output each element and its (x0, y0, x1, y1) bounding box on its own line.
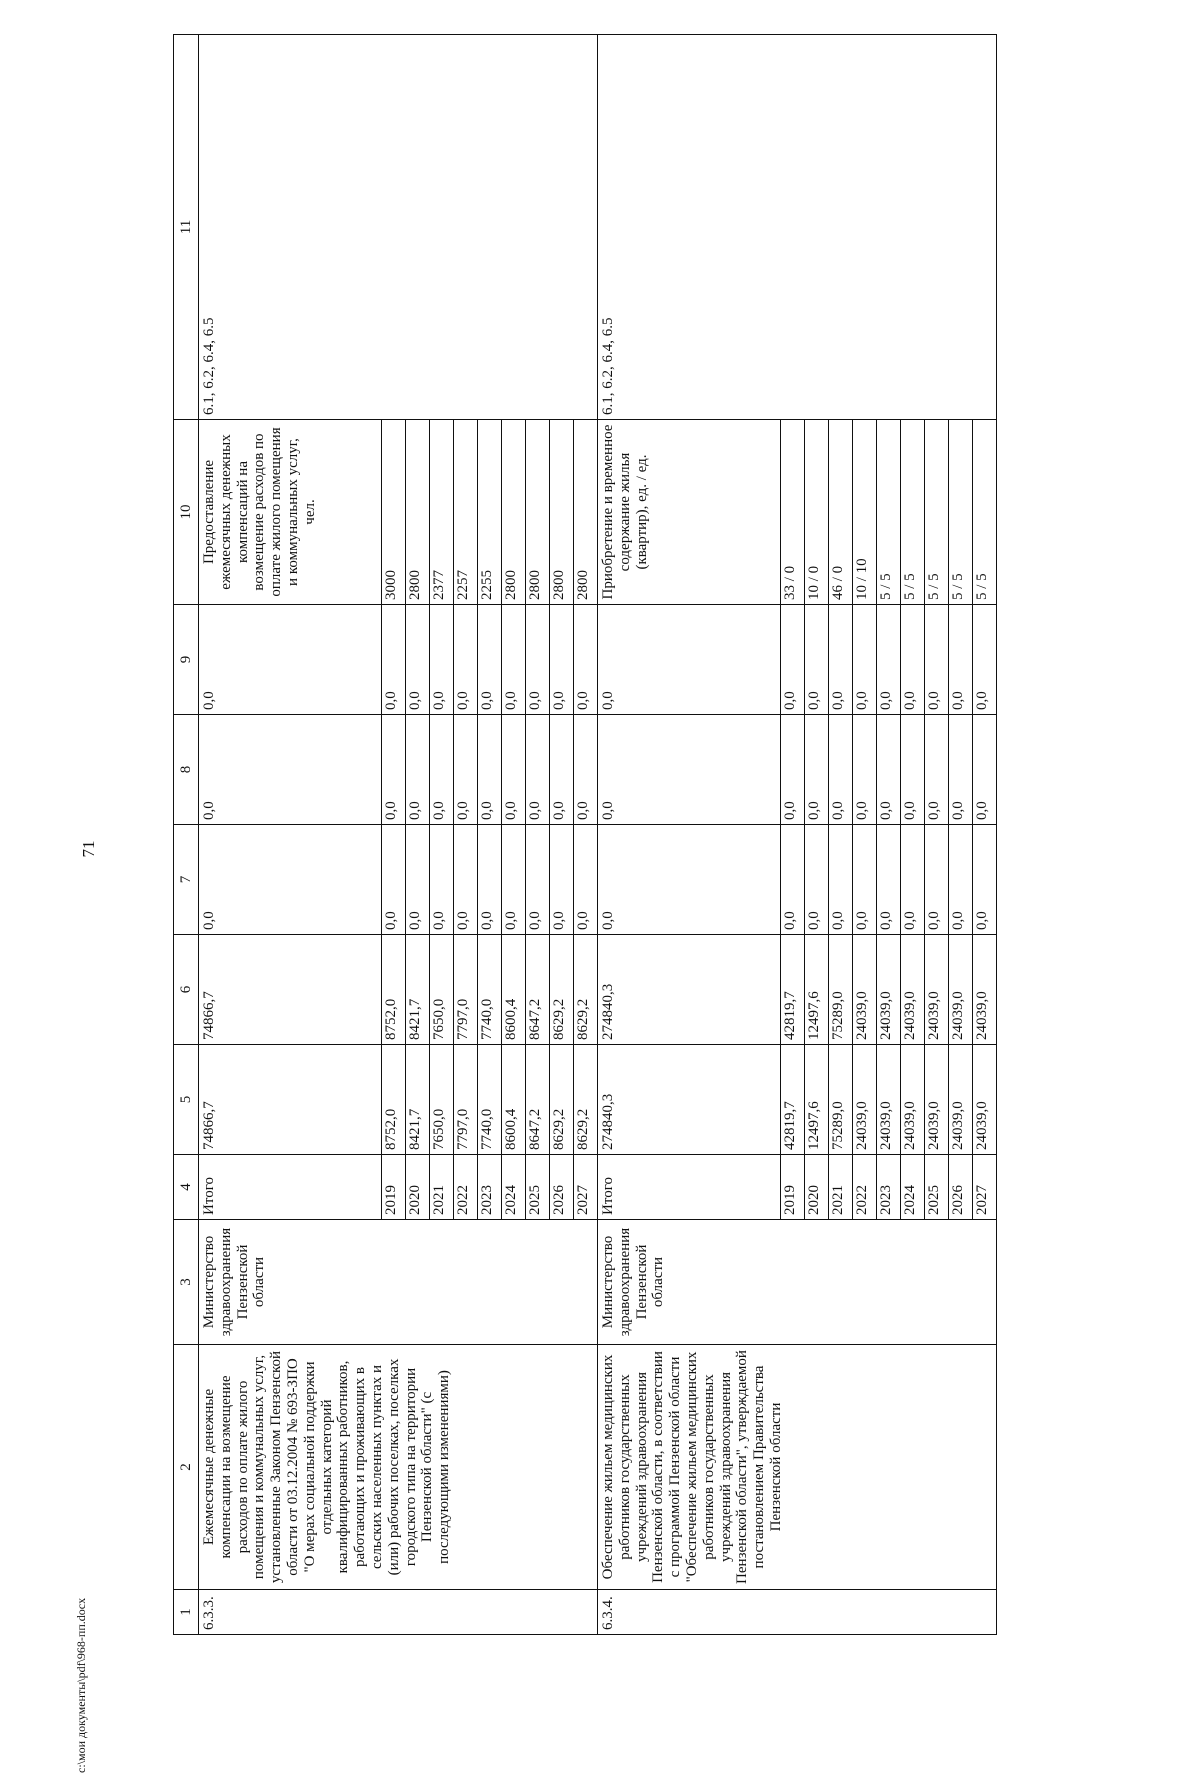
year-amount: 0,0 (429, 825, 453, 934)
year-amount: 0,0 (381, 605, 405, 714)
indicator-value: 2257 (453, 420, 477, 604)
indicator-value: 2800 (405, 420, 429, 604)
total-amount: 0,0 (201, 801, 217, 820)
year-amount: 24039,0 (924, 1045, 948, 1154)
indicator-value: 5 / 5 (948, 420, 972, 604)
total-amount: 0,0 (201, 911, 217, 930)
year-amount: 0,0 (501, 715, 525, 824)
year-amount: 0,0 (453, 825, 477, 934)
table-rotated-frame (173, 35, 1098, 1635)
period-stack (598, 1155, 996, 1219)
indicator-value: 5 / 5 (900, 420, 924, 604)
amount-cell-c6 (199, 935, 598, 1045)
amount-stack (598, 605, 996, 714)
indicator-value: 33 / 0 (780, 420, 804, 604)
year-label: 2026 (549, 1155, 573, 1219)
year-amount: 0,0 (573, 825, 597, 934)
year-amount: 24039,0 (972, 935, 996, 1044)
indicator-value: 46 / 0 (828, 420, 852, 604)
year-amount: 0,0 (525, 605, 549, 714)
year-amount: 0,0 (828, 605, 852, 714)
year-amount: 0,0 (549, 715, 573, 824)
year-amount: 0,0 (501, 605, 525, 714)
year-amount: 8421,7 (405, 935, 429, 1044)
indicator-value: 3000 (381, 420, 405, 604)
column-number-cell: 3 (174, 1220, 199, 1345)
year-amount: 0,0 (573, 715, 597, 824)
indicator-value: 10 / 10 (852, 420, 876, 604)
amount-cell-c5 (598, 1045, 997, 1155)
year-amount: 0,0 (924, 605, 948, 714)
year-label: 2022 (453, 1155, 477, 1219)
year-amount: 0,0 (876, 825, 900, 934)
year-amount: 24039,0 (948, 935, 972, 1044)
indicator-value: 2800 (501, 420, 525, 604)
year-amount: 0,0 (876, 605, 900, 714)
task-reference-cell: 6.1, 6.2, 6.4, 6.5 (199, 35, 598, 420)
year-amount: 0,0 (852, 715, 876, 824)
total-amount: 0,0 (201, 691, 217, 710)
activity-description-cell: Ежемесячные денежные компенсации на возмещение расходов по оплате жилого помещения и коммунальных услуг, установленные Законом Пензенской области от 03.12.2004 № 693-ЗПО "О мерах социальной поддержки отдельных категорий квалифицированных работников, работающих и проживающих в сельских населенных пунктах и (или) рабочих поселках, поселках городского типа на территории Пензенской области" (с последующими изменениями) (199, 1345, 598, 1590)
year-amount: 24039,0 (852, 935, 876, 1044)
indicator-value: 2255 (477, 420, 501, 604)
amount-cell-c6 (598, 935, 997, 1045)
year-amount: 24039,0 (924, 935, 948, 1044)
amount-stack (199, 715, 597, 824)
column-number-row (174, 35, 199, 1635)
year-amount: 0,0 (924, 715, 948, 824)
year-label: 2021 (429, 1155, 453, 1219)
amount-stack (199, 605, 597, 714)
year-label: 2019 (780, 1155, 804, 1219)
column-number-cell: 2 (174, 1345, 199, 1590)
executor-cell: Министерство здравоохранения Пензенской области (598, 1220, 997, 1345)
indicator-text: Предоставление ежемесячных денежных компенсаций на возмещение расходов по оплате жилого помещения и коммунальных услуг, чел. (201, 427, 318, 597)
activity-description-cell: Обеспечение жильем медицинских работников государственных учреждений здравоохранения Пензенской области, в соответствии с программой Пензенской области "Обеспечение жильем медицинских работников государственных учреждений здравоохранения Пензенской области", утверждаемой постановлением Правительства Пензенской области (598, 1345, 997, 1590)
year-amount: 12497,6 (804, 1045, 828, 1154)
year-amount: 0,0 (405, 825, 429, 934)
year-amount: 24039,0 (876, 935, 900, 1044)
amount-stack (598, 1045, 996, 1154)
year-amount: 8752,0 (381, 1045, 405, 1154)
year-amount: 0,0 (549, 825, 573, 934)
year-amount: 0,0 (477, 715, 501, 824)
year-amount: 0,0 (780, 605, 804, 714)
year-amount: 0,0 (525, 825, 549, 934)
period-stack (199, 1155, 597, 1219)
column-number-cell: 4 (174, 1155, 199, 1220)
indicator-stack (598, 420, 996, 604)
indicator-stack (199, 420, 597, 604)
column-number-cell: 5 (174, 1045, 199, 1155)
amount-stack (598, 825, 996, 934)
year-amount: 0,0 (477, 605, 501, 714)
column-number-cell: 9 (174, 605, 199, 715)
year-amount: 0,0 (804, 825, 828, 934)
year-amount: 0,0 (429, 605, 453, 714)
total-amount: 74866,7 (201, 991, 217, 1040)
total-label: Итого (600, 1177, 616, 1215)
year-amount: 0,0 (573, 605, 597, 714)
amount-stack (598, 715, 996, 824)
year-amount: 75289,0 (828, 935, 852, 1044)
year-amount: 0,0 (780, 715, 804, 824)
year-label: 2021 (828, 1155, 852, 1219)
total-amount: 274840,3 (600, 983, 616, 1040)
year-amount: 24039,0 (900, 1045, 924, 1154)
year-amount: 0,0 (972, 715, 996, 824)
year-amount: 0,0 (549, 605, 573, 714)
year-amount: 8647,2 (525, 1045, 549, 1154)
year-amount: 0,0 (924, 825, 948, 934)
table-row (598, 35, 997, 1635)
year-amount: 8752,0 (381, 935, 405, 1044)
amount-stack (199, 825, 597, 934)
year-amount: 0,0 (381, 715, 405, 824)
year-amount: 8629,2 (549, 935, 573, 1044)
indicator-value: 2800 (525, 420, 549, 604)
year-label: 2025 (525, 1155, 549, 1219)
year-amount: 7650,0 (429, 935, 453, 1044)
year-amount: 24039,0 (900, 935, 924, 1044)
year-amount: 0,0 (804, 605, 828, 714)
year-label: 2027 (972, 1155, 996, 1219)
amount-cell-c8 (598, 715, 997, 825)
year-amount: 12497,6 (804, 935, 828, 1044)
program-activities-table (173, 34, 997, 1635)
table-rotation-layer (173, 35, 1098, 1635)
year-amount: 0,0 (804, 715, 828, 824)
year-amount: 7740,0 (477, 935, 501, 1044)
total-amount: 0,0 (600, 801, 616, 820)
year-amount: 8421,7 (405, 1045, 429, 1154)
year-amount: 0,0 (852, 605, 876, 714)
item-number-cell: 6.3.4. (598, 1590, 997, 1635)
amount-cell-c8 (199, 715, 598, 825)
indicator-value: 2800 (573, 420, 597, 604)
indicator-value: 5 / 5 (876, 420, 900, 604)
year-amount: 8629,2 (573, 1045, 597, 1154)
column-number-cell: 7 (174, 825, 199, 935)
year-amount: 24039,0 (876, 1045, 900, 1154)
amount-stack (598, 935, 996, 1044)
year-amount: 8629,2 (549, 1045, 573, 1154)
amount-cell-c9 (199, 605, 598, 715)
year-amount: 42819,7 (780, 935, 804, 1044)
indicator-cell (199, 420, 598, 605)
year-label: 2020 (405, 1155, 429, 1219)
indicator-value: 2800 (549, 420, 573, 604)
year-amount: 0,0 (381, 825, 405, 934)
year-amount: 24039,0 (948, 1045, 972, 1154)
year-amount: 42819,7 (780, 1045, 804, 1154)
indicator-value: 5 / 5 (924, 420, 948, 604)
total-amount: 0,0 (600, 691, 616, 710)
year-amount: 0,0 (453, 715, 477, 824)
year-amount: 0,0 (900, 605, 924, 714)
period-cell (598, 1155, 997, 1220)
year-amount: 24039,0 (972, 1045, 996, 1154)
total-amount: 274840,3 (600, 1093, 616, 1150)
total-amount: 0,0 (600, 911, 616, 930)
year-amount: 0,0 (828, 825, 852, 934)
task-reference-cell: 6.1, 6.2, 6.4, 6.5 (598, 35, 997, 420)
year-label: 2026 (948, 1155, 972, 1219)
year-amount: 0,0 (876, 715, 900, 824)
year-amount: 75289,0 (828, 1045, 852, 1154)
year-label: 2024 (501, 1155, 525, 1219)
indicator-cell (598, 420, 997, 605)
year-amount: 0,0 (948, 605, 972, 714)
year-amount: 8600,4 (501, 935, 525, 1044)
page-number: 71 (79, 840, 98, 858)
column-number-cell: 11 (174, 35, 199, 420)
year-label: 2024 (900, 1155, 924, 1219)
year-amount: 0,0 (972, 825, 996, 934)
indicator-value: 2377 (429, 420, 453, 604)
executor-cell: Министерство здравоохранения Пензенской области (199, 1220, 598, 1345)
year-label: 2020 (804, 1155, 828, 1219)
column-number-cell: 6 (174, 935, 199, 1045)
year-amount: 0,0 (900, 825, 924, 934)
year-label: 2019 (381, 1155, 405, 1219)
year-amount: 7797,0 (453, 1045, 477, 1154)
year-amount: 7650,0 (429, 1045, 453, 1154)
year-amount: 0,0 (780, 825, 804, 934)
year-amount: 0,0 (405, 715, 429, 824)
year-amount: 7740,0 (477, 1045, 501, 1154)
year-label: 2023 (876, 1155, 900, 1219)
column-number-cell: 8 (174, 715, 199, 825)
file-path-footer: c:\мои документы\pdf\968-пп.docx (74, 1597, 88, 1773)
table-row (199, 35, 598, 1635)
year-amount: 0,0 (900, 715, 924, 824)
item-number-cell: 6.3.3. (199, 1590, 598, 1635)
year-amount: 0,0 (477, 825, 501, 934)
period-cell (199, 1155, 598, 1220)
year-amount: 0,0 (828, 715, 852, 824)
year-amount: 0,0 (525, 715, 549, 824)
total-label: Итого (201, 1177, 217, 1215)
year-amount: 8629,2 (573, 935, 597, 1044)
amount-cell-c9 (598, 605, 997, 715)
year-amount: 0,0 (852, 825, 876, 934)
year-amount: 0,0 (501, 825, 525, 934)
year-amount: 24039,0 (852, 1045, 876, 1154)
year-label: 2025 (924, 1155, 948, 1219)
amount-cell-c7 (199, 825, 598, 935)
year-amount: 0,0 (948, 715, 972, 824)
amount-stack (199, 1045, 597, 1154)
amount-cell-c7 (598, 825, 997, 935)
year-label: 2022 (852, 1155, 876, 1219)
year-label: 2027 (573, 1155, 597, 1219)
year-amount: 0,0 (972, 605, 996, 714)
column-number-cell: 10 (174, 420, 199, 605)
year-amount: 0,0 (948, 825, 972, 934)
amount-stack (199, 935, 597, 1044)
year-amount: 0,0 (405, 605, 429, 714)
indicator-text: Приобретение и временное содержание жилья (квартир), ед. / ед. (600, 424, 650, 600)
indicator-value: 5 / 5 (972, 420, 996, 604)
year-amount: 7797,0 (453, 935, 477, 1044)
total-amount: 74866,7 (201, 1101, 217, 1150)
indicator-value: 10 / 0 (804, 420, 828, 604)
amount-cell-c5 (199, 1045, 598, 1155)
column-number-cell: 1 (174, 1590, 199, 1635)
year-amount: 0,0 (453, 605, 477, 714)
year-amount: 8600,4 (501, 1045, 525, 1154)
year-amount: 8647,2 (525, 935, 549, 1044)
year-amount: 0,0 (429, 715, 453, 824)
year-label: 2023 (477, 1155, 501, 1219)
